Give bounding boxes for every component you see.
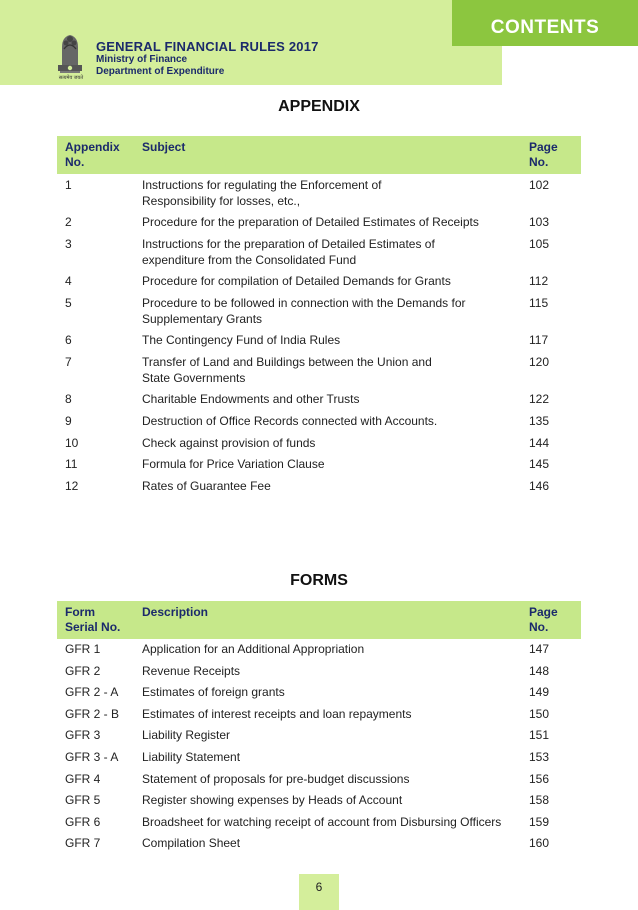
- row-subject[interactable]: [142, 332, 522, 348]
- row-subject[interactable]: [142, 814, 522, 830]
- row-number: GFR 2: [65, 663, 101, 678]
- header-page-no: Page No.: [529, 605, 558, 634]
- row-number: 10: [65, 435, 79, 450]
- subject-line: Register showing expenses by Heads of Account: [142, 793, 403, 808]
- appendix-table: [57, 136, 581, 493]
- subject-line: Rates of Guarantee Fee: [142, 478, 271, 493]
- subject-line: Charitable Endowments and other Trusts: [142, 392, 360, 407]
- subject-line: The Contingency Fund of India Rules: [142, 333, 341, 348]
- row-number: GFR 1: [65, 642, 101, 656]
- ministry-label: Ministry of Finance: [96, 54, 188, 65]
- row-page-number[interactable]: 146: [529, 478, 550, 493]
- subject-line: Transfer of Land and Buildings between the Union and: [142, 355, 432, 369]
- row-page-number[interactable]: 148: [529, 663, 550, 678]
- row-subject[interactable]: [142, 273, 522, 289]
- row-number: 6: [65, 333, 72, 348]
- row-page-number[interactable]: 135: [529, 414, 550, 428]
- header-form-serial-no: Form Serial No.: [65, 605, 121, 634]
- row-subject[interactable]: [142, 792, 522, 808]
- row-subject[interactable]: [142, 641, 522, 657]
- row-page-number[interactable]: 160: [529, 836, 550, 851]
- row-page-number[interactable]: 149: [529, 685, 550, 700]
- department-label: Department of Expenditure: [96, 66, 225, 77]
- row-page-number[interactable]: 122: [529, 392, 550, 407]
- subject-line: Statement of proposals for pre-budget discussions: [142, 771, 410, 786]
- row-page-number[interactable]: 117: [529, 333, 549, 348]
- emblem-caption: सत्यमेव जयते: [58, 75, 84, 81]
- header-subject: Subject: [142, 140, 186, 154]
- row-subject[interactable]: [142, 749, 522, 765]
- row-number: 11: [65, 457, 78, 472]
- row-page-number[interactable]: 145: [529, 457, 550, 472]
- forms-table: [57, 601, 581, 851]
- row-subject[interactable]: [142, 413, 522, 429]
- row-page-number[interactable]: 159: [529, 814, 550, 829]
- row-page-number[interactable]: 147: [529, 642, 550, 656]
- national-emblem-icon: [52, 27, 88, 81]
- forms-table-header: [57, 601, 581, 639]
- row-page-number[interactable]: 158: [529, 793, 550, 808]
- row-number: 8: [65, 392, 72, 407]
- row-number: 12: [65, 478, 79, 493]
- row-number: 3: [65, 237, 72, 251]
- row-number: 5: [65, 296, 72, 310]
- row-subject[interactable]: [142, 295, 522, 327]
- subject-line: Liability Statement: [142, 750, 241, 764]
- subject-line: Instructions for the preparation of Detailed Estimates of: [142, 237, 435, 251]
- row-subject[interactable]: [142, 214, 522, 230]
- row-page-number[interactable]: 103: [529, 215, 550, 230]
- row-page-number[interactable]: 156: [529, 771, 550, 786]
- subject-line: Responsibility for losses, etc.,: [142, 194, 301, 208]
- row-number: GFR 2 - B: [65, 706, 120, 721]
- subject-line: Supplementary Grants: [142, 312, 263, 326]
- row-subject[interactable]: [142, 391, 522, 407]
- row-page-number[interactable]: 102: [529, 178, 550, 192]
- row-number: GFR 4: [65, 771, 101, 786]
- header-page-no: Page No.: [529, 140, 558, 169]
- row-subject[interactable]: [142, 835, 522, 851]
- row-subject[interactable]: [142, 236, 522, 268]
- subject-line: Procedure for compilation of Detailed Demands for Grants: [142, 274, 451, 289]
- row-subject[interactable]: [142, 684, 522, 700]
- row-page-number[interactable]: 120: [529, 355, 550, 369]
- header-appendix-no: Appendix No.: [65, 140, 120, 169]
- appendix-table-header: [57, 136, 581, 174]
- row-number: GFR 2 - A: [65, 685, 119, 700]
- row-subject[interactable]: [142, 727, 522, 743]
- subject-line: State Governments: [142, 371, 246, 385]
- row-page-number[interactable]: 153: [529, 750, 550, 764]
- row-number: GFR 3 - A: [65, 750, 119, 764]
- row-number: 2: [65, 215, 72, 230]
- row-number: GFR 7: [65, 836, 101, 851]
- row-number: 4: [65, 274, 72, 289]
- row-number: 9: [65, 414, 72, 428]
- row-subject[interactable]: [142, 478, 522, 494]
- subject-line: Procedure to be followed in connection with the Demands for: [142, 296, 466, 310]
- row-number: 7: [65, 355, 72, 369]
- row-subject[interactable]: [142, 435, 522, 451]
- subject-line: Estimates of foreign grants: [142, 685, 285, 700]
- subject-line: expenditure from the Consolidated Fund: [142, 253, 357, 267]
- row-subject[interactable]: [142, 663, 522, 679]
- row-page-number[interactable]: 150: [529, 706, 550, 721]
- subject-line: Procedure for the preparation of Detailed Estimates of Receipts: [142, 215, 479, 230]
- row-page-number[interactable]: 105: [529, 237, 550, 251]
- row-number: GFR 6: [65, 814, 101, 829]
- subject-line: Liability Register: [142, 728, 231, 743]
- subject-line: Broadsheet for watching receipt of account from Disbursing Officers: [142, 814, 502, 829]
- subject-line: Formula for Price Variation Clause: [142, 457, 325, 472]
- contents-tab[interactable]: CONTENTS: [452, 0, 638, 46]
- row-page-number[interactable]: 144: [529, 435, 550, 450]
- row-subject[interactable]: [142, 771, 522, 787]
- row-page-number[interactable]: 115: [529, 296, 549, 310]
- row-subject[interactable]: [142, 177, 522, 209]
- row-number: GFR 5: [65, 793, 101, 808]
- page-number: 6: [299, 874, 339, 910]
- subject-line: Application for an Additional Appropriation: [142, 642, 365, 656]
- row-subject[interactable]: [142, 706, 522, 722]
- subject-line: Destruction of Office Records connected with Accounts.: [142, 414, 438, 428]
- row-page-number[interactable]: 112: [529, 274, 549, 289]
- subject-line: Estimates of interest receipts and loan repayments: [142, 706, 412, 721]
- header-description: Description: [142, 605, 209, 619]
- row-page-number[interactable]: 151: [529, 728, 550, 743]
- row-number: GFR 3: [65, 728, 101, 743]
- appendix-title: APPENDIX: [278, 98, 360, 115]
- row-subject[interactable]: [142, 354, 522, 386]
- subject-line: Check against provision of funds: [142, 435, 316, 450]
- row-number: 1: [65, 178, 72, 192]
- forms-title: FORMS: [290, 572, 348, 589]
- subject-line: Instructions for regulating the Enforcement of: [142, 178, 382, 192]
- subject-line: Revenue Receipts: [142, 663, 241, 678]
- subject-line: Compilation Sheet: [142, 836, 241, 851]
- document-title: GENERAL FINANCIAL RULES 2017: [96, 39, 319, 54]
- row-subject[interactable]: [142, 456, 522, 472]
